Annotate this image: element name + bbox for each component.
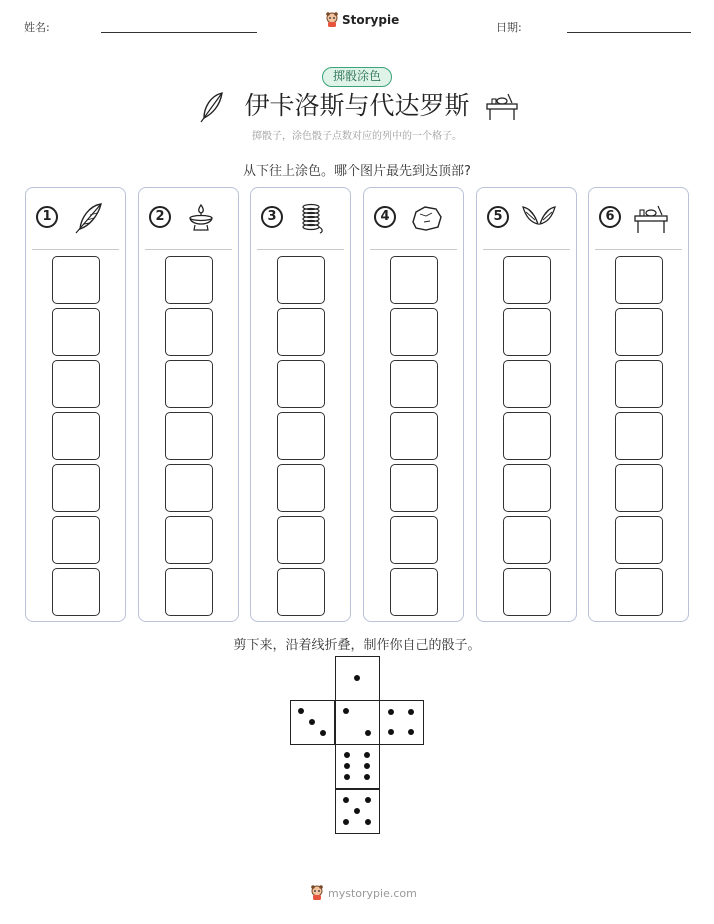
column-header <box>261 202 341 236</box>
column-2 <box>138 187 239 622</box>
date-label: 日期: <box>496 21 522 34</box>
rock-icon <box>408 202 444 234</box>
column-divider <box>595 249 682 250</box>
die-pip <box>354 808 360 814</box>
die-pip <box>365 730 371 736</box>
color-box[interactable] <box>165 308 213 356</box>
column-header <box>149 202 229 236</box>
color-box[interactable] <box>615 568 663 616</box>
color-box[interactable] <box>390 412 438 460</box>
die-pip <box>320 730 326 736</box>
color-box[interactable] <box>52 568 100 616</box>
color-box[interactable] <box>52 256 100 304</box>
color-box[interactable] <box>165 464 213 512</box>
column-divider <box>32 249 119 250</box>
column-number: 5 <box>487 206 509 228</box>
color-box[interactable] <box>277 360 325 408</box>
footer <box>310 885 417 901</box>
die-pip <box>298 708 304 714</box>
color-box[interactable] <box>165 516 213 564</box>
color-box[interactable] <box>615 464 663 512</box>
column-3 <box>250 187 351 622</box>
cut-instruction: 剪下来，沿着线折叠，制作你自己的骰子。 <box>233 638 481 653</box>
column-divider <box>145 249 232 250</box>
die-pip <box>343 708 349 714</box>
column-number: 3 <box>261 206 283 228</box>
color-box[interactable] <box>503 308 551 356</box>
die-pip <box>364 763 370 769</box>
footer-url[interactable]: mystorypie.com <box>328 886 417 900</box>
die-face-4 <box>379 700 424 745</box>
die-pip <box>344 763 350 769</box>
color-box[interactable] <box>615 516 663 564</box>
color-box[interactable] <box>503 568 551 616</box>
column-divider <box>257 249 344 250</box>
storypie-mascot-icon <box>310 885 324 901</box>
column-number: 4 <box>374 206 396 228</box>
color-box[interactable] <box>390 464 438 512</box>
color-box[interactable] <box>277 464 325 512</box>
oil-lamp-icon <box>183 202 219 234</box>
color-box[interactable] <box>277 308 325 356</box>
name-label: 姓名: <box>24 21 50 34</box>
column-divider <box>370 249 457 250</box>
column-header <box>374 202 454 236</box>
workbench-icon <box>633 202 669 234</box>
die-pip <box>408 709 414 715</box>
brand-logo <box>325 12 399 28</box>
die-pip <box>309 719 315 725</box>
die-net <box>290 656 424 834</box>
color-box[interactable] <box>52 308 100 356</box>
die-pip <box>344 752 350 758</box>
color-box[interactable] <box>165 360 213 408</box>
workbench-title-icon <box>484 90 520 122</box>
color-box[interactable] <box>615 360 663 408</box>
color-box[interactable] <box>615 256 663 304</box>
activity-badge: 掷骰涂色 <box>322 67 392 87</box>
column-4 <box>363 187 464 622</box>
color-box[interactable] <box>277 568 325 616</box>
die-pip <box>354 675 360 681</box>
color-box[interactable] <box>52 516 100 564</box>
name-line <box>101 32 257 33</box>
color-box[interactable] <box>277 256 325 304</box>
color-box[interactable] <box>503 360 551 408</box>
die-pip <box>343 819 349 825</box>
die-face-5 <box>335 789 380 834</box>
color-box[interactable] <box>390 516 438 564</box>
color-box[interactable] <box>277 412 325 460</box>
die-pip <box>364 752 370 758</box>
die-pip <box>343 797 349 803</box>
column-header <box>487 202 567 236</box>
die-pip <box>364 774 370 780</box>
color-box[interactable] <box>390 256 438 304</box>
column-number: 1 <box>36 206 58 228</box>
column-5 <box>476 187 577 622</box>
color-box[interactable] <box>390 568 438 616</box>
color-box[interactable] <box>615 308 663 356</box>
color-box[interactable] <box>390 360 438 408</box>
die-pip <box>344 774 350 780</box>
date-line <box>567 32 691 33</box>
color-box[interactable] <box>52 412 100 460</box>
storypie-mascot-icon <box>325 12 339 28</box>
color-box[interactable] <box>277 516 325 564</box>
color-box[interactable] <box>165 412 213 460</box>
brand-name: Storypie <box>342 13 400 27</box>
die-pip <box>388 729 394 735</box>
die-pip <box>408 729 414 735</box>
color-box[interactable] <box>390 308 438 356</box>
color-box[interactable] <box>503 516 551 564</box>
page-title: 伊卡洛斯与代达罗斯 <box>244 91 470 120</box>
color-box[interactable] <box>165 256 213 304</box>
die-pip <box>388 709 394 715</box>
color-box[interactable] <box>165 568 213 616</box>
color-box[interactable] <box>503 256 551 304</box>
subtitle: 掷骰子，涂色骰子点数对应的列中的一个格子。 <box>252 131 462 142</box>
column-header <box>599 202 679 236</box>
die-pip <box>365 797 371 803</box>
die-face-2 <box>335 700 380 745</box>
color-box[interactable] <box>615 412 663 460</box>
column-1 <box>25 187 126 622</box>
column-divider <box>483 249 570 250</box>
die-face-3 <box>290 700 335 745</box>
die-face-6 <box>335 744 380 789</box>
column-6 <box>588 187 689 622</box>
column-number: 6 <box>599 206 621 228</box>
color-box[interactable] <box>52 464 100 512</box>
feather-icon <box>70 202 106 234</box>
column-header <box>36 202 116 236</box>
wings-icon <box>521 202 557 234</box>
die-face-1 <box>335 656 380 701</box>
color-box[interactable] <box>503 412 551 460</box>
color-box[interactable] <box>503 464 551 512</box>
rope-coil-icon <box>295 202 331 234</box>
coloring-instruction: 从下往上涂色。哪个图片最先到达顶部? <box>243 164 471 179</box>
column-number: 2 <box>149 206 171 228</box>
die-pip <box>365 819 371 825</box>
color-box[interactable] <box>52 360 100 408</box>
